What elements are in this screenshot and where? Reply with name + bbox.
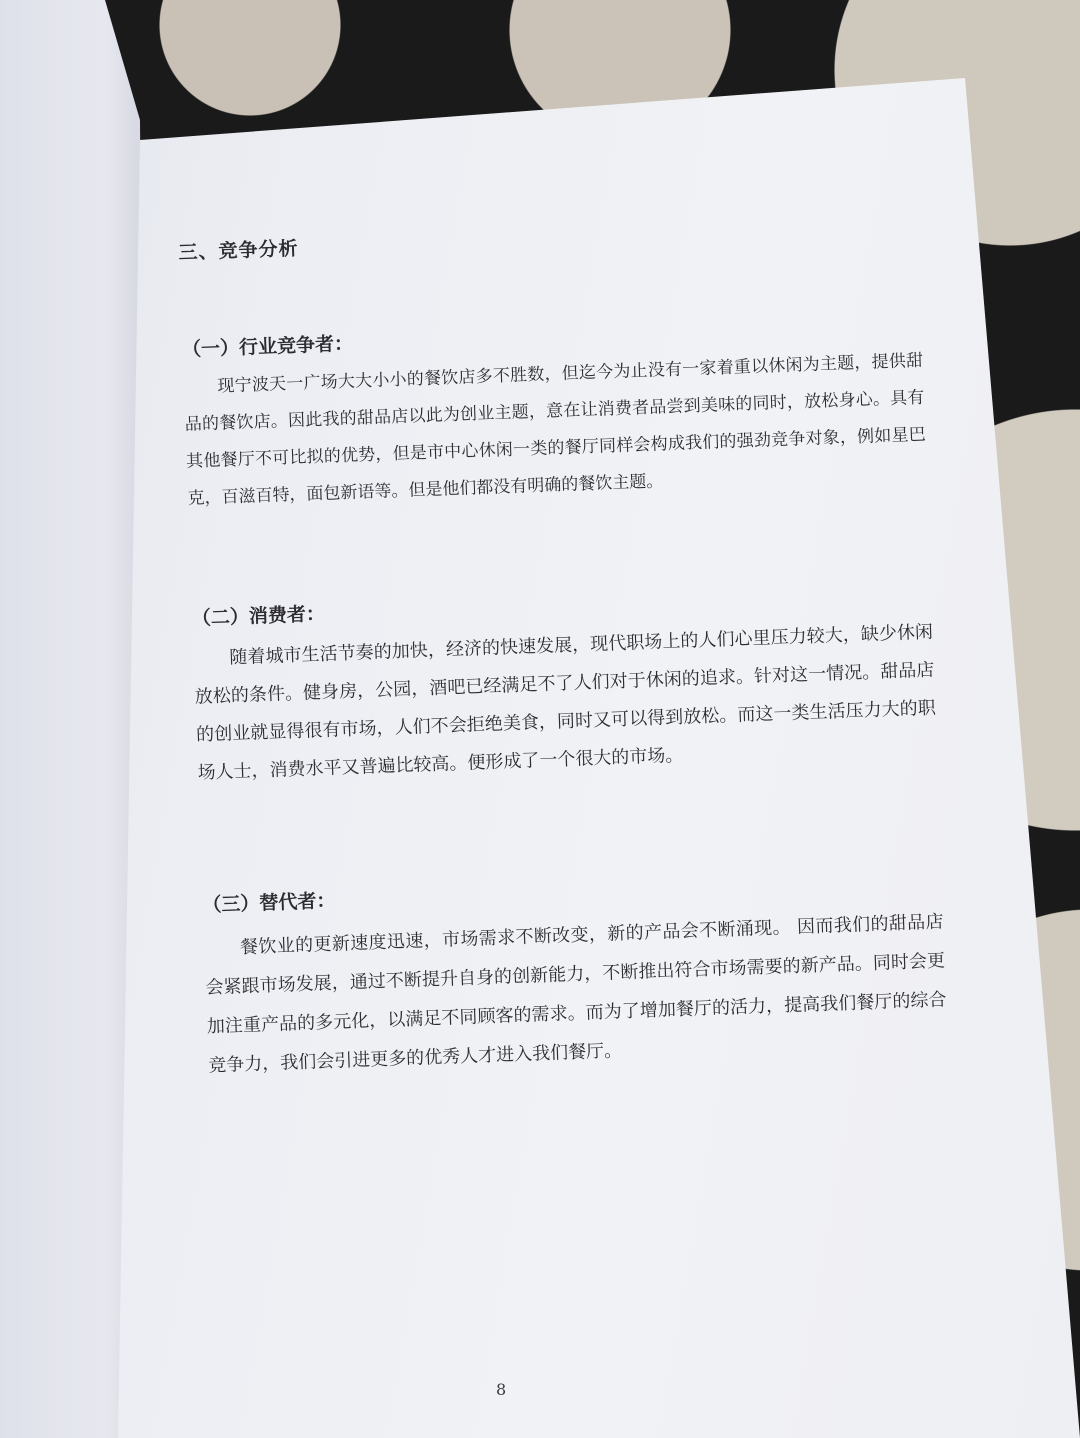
section-substitutes [202,863,949,1085]
section-paragraph: 随着城市生活节奏的加快，经济的快速发展，现代职场上的人们心里压力较大，缺少休闲放松的条件。健身房，公园，酒吧已经满足不了人们对于休闲的追求。针对这一情况。甜品店的创业就显得很有市场，人们不会拒绝美食，同时又可以得到放松。而这一类生活压力大的职场人士，消费水平又普遍比较高。便形成了一个很大的市场。 [194,621,937,784]
page-number: 8 [496,1380,507,1399]
section-consumers [191,577,937,793]
section-industry-competitors [182,308,928,518]
section-heading: （三）替代者： [202,889,336,917]
section-title: 三、竞争分析 [178,237,299,264]
section-paragraph: 餐饮业的更新速度迅速，市场需求不断改变，新的产品会不断涌现。 因而我们的甜品店会紧跟市场发展，通过不断提升自身的创新能力，不断推出符合市场需要的新产品。同时会更加注重产品的多元化，以满足不同顾客的需求。而为了增加餐厅的活力，提高我们餐厅的综合竞争力，我们会引进更多的优秀人才进入我们餐厅。 [205,911,947,1077]
page-content [178,211,949,1086]
section-heading: （二）消费者： [191,602,326,630]
section-paragraph: 现宁波天一广场大大小小的餐饮店多不胜数，但迄今为止没有一家着重以休闲为主题，提供甜品的餐饮店。因此我的甜品店以此为创业主题，意在让消费者品尝到美味的同时，放松身心。具有其他餐厅不可比拟的优势，但是市中心休闲一类的餐厅同样会构成我们的强劲竞争对象，例如星巴克，百滋百特，面包新语等。但是他们都没有明确的餐饮主题。 [184,350,927,509]
section-heading: （一）行业竞争者： [181,332,354,361]
